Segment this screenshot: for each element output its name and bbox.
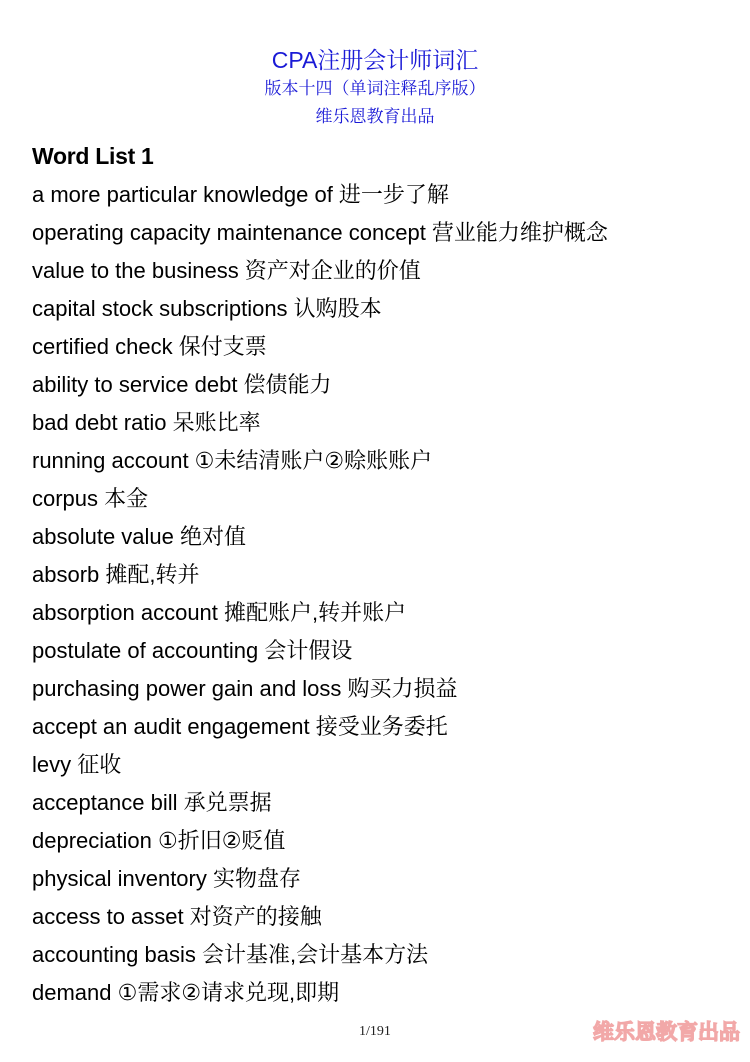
vocabulary-entry: absorb 摊配,转并	[32, 562, 200, 587]
vocabulary-entry: a more particular knowledge of 进一步了解	[32, 182, 449, 207]
vocabulary-entry: absorption account 摊配账户,转并账户	[32, 600, 407, 625]
vocabulary-entry: accounting basis 会计基准,会计基本方法	[32, 942, 429, 967]
vocabulary-entry: running account ①未结清账户②赊账账户	[32, 448, 433, 473]
vocabulary-entry: ability to service debt 偿债能力	[32, 372, 332, 397]
vocabulary-entry: demand ①需求②请求兑现,即期	[32, 980, 340, 1005]
vocabulary-entry: levy 征收	[32, 752, 122, 777]
vocabulary-list	[32, 176, 732, 1012]
vocabulary-entry: absolute value 绝对值	[32, 524, 246, 549]
vocabulary-entry: operating capacity maintenance concept 营业能力维护概念	[32, 220, 608, 245]
page-number: 1/191	[359, 1024, 391, 1039]
vocabulary-entry: postulate of accounting 会计假设	[32, 638, 353, 663]
vocabulary-entry: capital stock subscriptions 认购股本	[32, 296, 382, 321]
document-publisher: 维乐恩教育出品	[315, 107, 435, 126]
document-header	[0, 44, 750, 132]
document-title: CPA注册会计师词汇	[271, 47, 479, 73]
vocabulary-entry: acceptance bill 承兑票据	[32, 790, 272, 815]
vocabulary-entry: accept an audit engagement 接受业务委托	[32, 714, 448, 739]
vocabulary-entry: access to asset 对资产的接触	[32, 904, 322, 929]
publisher-watermark: 维乐恩教育出品	[593, 1021, 740, 1044]
vocabulary-entry: physical inventory 实物盘存	[32, 866, 301, 891]
vocabulary-entry: bad debt ratio 呆账比率	[32, 410, 261, 435]
vocabulary-entry: value to the business 资产对企业的价值	[32, 258, 421, 283]
vocabulary-entry: purchasing power gain and loss 购买力损益	[32, 676, 458, 701]
vocabulary-entry: corpus 本金	[32, 486, 149, 511]
document-subtitle: 版本十四（单词注释乱序版）	[264, 79, 486, 98]
word-list-heading: Word List 1	[32, 143, 154, 169]
vocabulary-entry: depreciation ①折旧②贬值	[32, 828, 286, 853]
vocabulary-entry: certified check 保付支票	[32, 334, 267, 359]
